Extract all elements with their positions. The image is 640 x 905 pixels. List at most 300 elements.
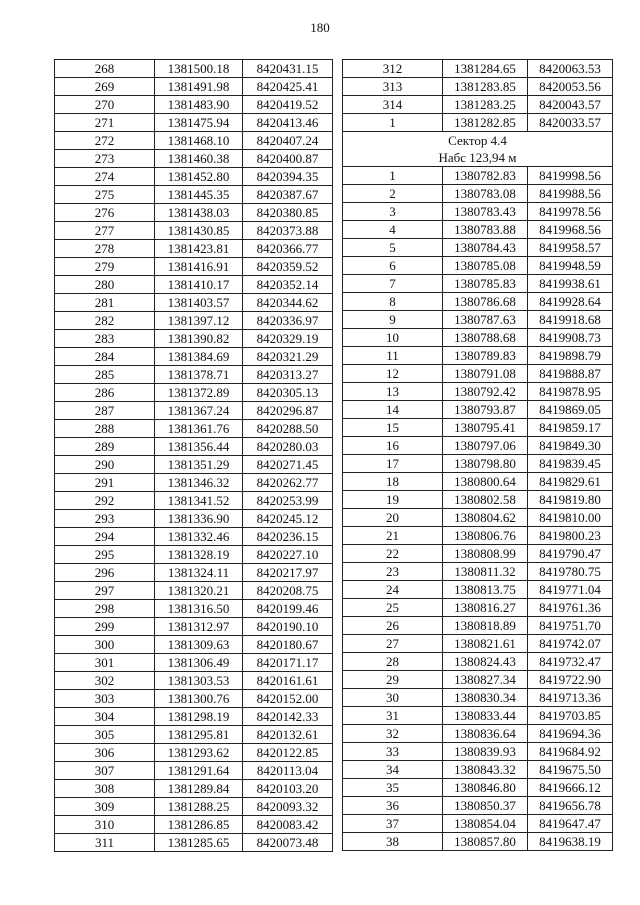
x-coordinate-cell: 1381293.62	[155, 744, 243, 762]
x-coordinate-cell: 1381298.19	[155, 708, 243, 726]
table-row	[343, 815, 613, 833]
y-coordinate-cell: 8420431.15	[243, 60, 333, 78]
table-row	[55, 546, 333, 564]
point-number-cell: 311	[55, 834, 155, 852]
x-coordinate-cell: 1380782.83	[443, 167, 528, 185]
y-coordinate-cell: 8420180.67	[243, 636, 333, 654]
table-row	[343, 221, 613, 239]
point-number-cell: 309	[55, 798, 155, 816]
point-number-cell: 6	[343, 257, 443, 275]
y-coordinate-cell: 8419742.07	[528, 635, 613, 653]
x-coordinate-cell: 1380804.62	[443, 509, 528, 527]
point-number-cell: 286	[55, 384, 155, 402]
point-number-cell: 279	[55, 258, 155, 276]
x-coordinate-cell: 1380791.08	[443, 365, 528, 383]
x-coordinate-cell: 1380846.80	[443, 779, 528, 797]
table-row	[343, 545, 613, 563]
point-number-cell: 284	[55, 348, 155, 366]
point-number-cell: 24	[343, 581, 443, 599]
x-coordinate-cell: 1380833.44	[443, 707, 528, 725]
y-coordinate-cell: 8420313.27	[243, 366, 333, 384]
table-row	[55, 60, 333, 78]
table-row	[343, 275, 613, 293]
table-row	[343, 689, 613, 707]
y-coordinate-cell: 8419647.47	[528, 815, 613, 833]
table-row	[55, 186, 333, 204]
point-number-cell: 291	[55, 474, 155, 492]
y-coordinate-cell: 8420262.77	[243, 474, 333, 492]
x-coordinate-cell: 1381295.81	[155, 726, 243, 744]
point-number-cell: 270	[55, 96, 155, 114]
x-coordinate-cell: 1381312.97	[155, 618, 243, 636]
x-coordinate-cell: 1381430.85	[155, 222, 243, 240]
y-coordinate-cell: 8420171.17	[243, 654, 333, 672]
y-coordinate-cell: 8419938.61	[528, 275, 613, 293]
x-coordinate-cell: 1381309.63	[155, 636, 243, 654]
table-row	[343, 78, 613, 96]
table-row	[55, 690, 333, 708]
table-row	[343, 833, 613, 851]
sector-subtitle-row	[343, 149, 613, 167]
table-row	[55, 438, 333, 456]
y-coordinate-cell: 8420380.85	[243, 204, 333, 222]
y-coordinate-cell: 8420073.48	[243, 834, 333, 852]
point-number-cell: 33	[343, 743, 443, 761]
x-coordinate-cell: 1381416.91	[155, 258, 243, 276]
y-coordinate-cell: 8419918.68	[528, 311, 613, 329]
coordinates-table-left	[54, 59, 333, 852]
point-number-cell: 11	[343, 347, 443, 365]
table-row	[343, 437, 613, 455]
y-coordinate-cell: 8419675.50	[528, 761, 613, 779]
x-coordinate-cell: 1381351.29	[155, 456, 243, 474]
point-number-cell: 27	[343, 635, 443, 653]
table-row	[55, 78, 333, 96]
point-number-cell: 13	[343, 383, 443, 401]
table-row	[343, 96, 613, 114]
x-coordinate-cell: 1381282.85	[443, 114, 528, 132]
y-coordinate-cell: 8419810.00	[528, 509, 613, 527]
point-number-cell: 310	[55, 816, 155, 834]
y-coordinate-cell: 8419732.47	[528, 653, 613, 671]
y-coordinate-cell: 8420093.32	[243, 798, 333, 816]
table-row	[343, 401, 613, 419]
table-row	[55, 222, 333, 240]
y-coordinate-cell: 8419780.75	[528, 563, 613, 581]
point-number-cell: 306	[55, 744, 155, 762]
point-number-cell: 304	[55, 708, 155, 726]
point-number-cell: 274	[55, 168, 155, 186]
x-coordinate-cell: 1380785.08	[443, 257, 528, 275]
point-number-cell: 273	[55, 150, 155, 168]
x-coordinate-cell: 1381468.10	[155, 132, 243, 150]
y-coordinate-cell: 8420236.15	[243, 528, 333, 546]
x-coordinate-cell: 1380811.32	[443, 563, 528, 581]
x-coordinate-cell: 1380787.63	[443, 311, 528, 329]
x-coordinate-cell: 1381483.90	[155, 96, 243, 114]
point-number-cell: 34	[343, 761, 443, 779]
y-coordinate-cell: 8420425.41	[243, 78, 333, 96]
y-coordinate-cell: 8419684.92	[528, 743, 613, 761]
table-row	[55, 402, 333, 420]
point-number-cell: 23	[343, 563, 443, 581]
point-number-cell: 300	[55, 636, 155, 654]
table-row	[55, 366, 333, 384]
table-row	[55, 780, 333, 798]
x-coordinate-cell: 1380816.27	[443, 599, 528, 617]
point-number-cell: 283	[55, 330, 155, 348]
point-number-cell: 8	[343, 293, 443, 311]
y-coordinate-cell: 8420352.14	[243, 276, 333, 294]
point-number-cell: 314	[343, 96, 443, 114]
point-number-cell: 278	[55, 240, 155, 258]
x-coordinate-cell: 1380795.41	[443, 419, 528, 437]
point-number-cell: 12	[343, 365, 443, 383]
point-number-cell: 7	[343, 275, 443, 293]
y-coordinate-cell: 8420373.88	[243, 222, 333, 240]
table-row	[55, 384, 333, 402]
x-coordinate-cell: 1381341.52	[155, 492, 243, 510]
table-row	[55, 762, 333, 780]
y-coordinate-cell: 8419878.95	[528, 383, 613, 401]
point-number-cell: 18	[343, 473, 443, 491]
y-coordinate-cell: 8420344.62	[243, 294, 333, 312]
x-coordinate-cell: 1381285.65	[155, 834, 243, 852]
y-coordinate-cell: 8420288.50	[243, 420, 333, 438]
point-number-cell: 285	[55, 366, 155, 384]
x-coordinate-cell: 1380836.64	[443, 725, 528, 743]
y-coordinate-cell: 8420245.12	[243, 510, 333, 528]
table-row	[55, 492, 333, 510]
point-number-cell: 281	[55, 294, 155, 312]
sector-title: Сектор 4.4	[343, 132, 613, 150]
point-number-cell: 294	[55, 528, 155, 546]
table-row	[55, 618, 333, 636]
y-coordinate-cell: 8419948.59	[528, 257, 613, 275]
point-number-cell: 17	[343, 455, 443, 473]
x-coordinate-cell: 1381460.38	[155, 150, 243, 168]
x-coordinate-cell: 1381283.25	[443, 96, 528, 114]
x-coordinate-cell: 1381288.25	[155, 798, 243, 816]
table-row	[55, 564, 333, 582]
sector-title-row	[343, 132, 613, 150]
x-coordinate-cell: 1381367.24	[155, 402, 243, 420]
table-row	[55, 636, 333, 654]
x-coordinate-cell: 1380789.83	[443, 347, 528, 365]
y-coordinate-cell: 8420413.46	[243, 114, 333, 132]
point-number-cell: 303	[55, 690, 155, 708]
y-coordinate-cell: 8420271.45	[243, 456, 333, 474]
x-coordinate-cell: 1380818.89	[443, 617, 528, 635]
table-row	[55, 744, 333, 762]
table-row	[343, 239, 613, 257]
x-coordinate-cell: 1381283.85	[443, 78, 528, 96]
point-number-cell: 16	[343, 437, 443, 455]
y-coordinate-cell: 8420329.19	[243, 330, 333, 348]
table-row	[343, 797, 613, 815]
y-coordinate-cell: 8419839.45	[528, 455, 613, 473]
point-number-cell: 280	[55, 276, 155, 294]
y-coordinate-cell: 8420336.97	[243, 312, 333, 330]
x-coordinate-cell: 1381300.76	[155, 690, 243, 708]
x-coordinate-cell: 1380839.93	[443, 743, 528, 761]
x-coordinate-cell: 1381316.50	[155, 600, 243, 618]
table-row	[55, 420, 333, 438]
x-coordinate-cell: 1381336.90	[155, 510, 243, 528]
point-number-cell: 296	[55, 564, 155, 582]
x-coordinate-cell: 1381286.85	[155, 816, 243, 834]
x-coordinate-cell: 1381328.19	[155, 546, 243, 564]
point-number-cell: 298	[55, 600, 155, 618]
table-row	[55, 114, 333, 132]
y-coordinate-cell: 8420122.85	[243, 744, 333, 762]
table-row	[55, 726, 333, 744]
point-number-cell: 271	[55, 114, 155, 132]
y-coordinate-cell: 8419800.23	[528, 527, 613, 545]
table-row	[343, 257, 613, 275]
y-coordinate-cell: 8419722.90	[528, 671, 613, 689]
y-coordinate-cell: 8420190.10	[243, 618, 333, 636]
y-coordinate-cell: 8420305.13	[243, 384, 333, 402]
x-coordinate-cell: 1381332.46	[155, 528, 243, 546]
point-number-cell: 20	[343, 509, 443, 527]
y-coordinate-cell: 8420053.56	[528, 78, 613, 96]
table-row	[343, 365, 613, 383]
table-row	[55, 312, 333, 330]
y-coordinate-cell: 8419638.19	[528, 833, 613, 851]
point-number-cell: 307	[55, 762, 155, 780]
coordinates-table-right	[342, 59, 613, 851]
y-coordinate-cell: 8419751.70	[528, 617, 613, 635]
x-coordinate-cell: 1381320.21	[155, 582, 243, 600]
table-row	[55, 816, 333, 834]
y-coordinate-cell: 8420043.57	[528, 96, 613, 114]
point-number-cell: 4	[343, 221, 443, 239]
point-number-cell: 22	[343, 545, 443, 563]
x-coordinate-cell: 1380806.76	[443, 527, 528, 545]
y-coordinate-cell: 8419869.05	[528, 401, 613, 419]
y-coordinate-cell: 8420394.35	[243, 168, 333, 186]
point-number-cell: 308	[55, 780, 155, 798]
y-coordinate-cell: 8420113.04	[243, 762, 333, 780]
y-coordinate-cell: 8420033.57	[528, 114, 613, 132]
point-number-cell: 36	[343, 797, 443, 815]
table-row	[343, 329, 613, 347]
table-row	[343, 185, 613, 203]
y-coordinate-cell: 8420199.46	[243, 600, 333, 618]
point-number-cell: 272	[55, 132, 155, 150]
point-number-cell: 282	[55, 312, 155, 330]
x-coordinate-cell: 1380783.88	[443, 221, 528, 239]
y-coordinate-cell: 8420217.97	[243, 564, 333, 582]
x-coordinate-cell: 1380784.43	[443, 239, 528, 257]
y-coordinate-cell: 8419998.56	[528, 167, 613, 185]
x-coordinate-cell: 1381500.18	[155, 60, 243, 78]
y-coordinate-cell: 8420296.87	[243, 402, 333, 420]
table-row	[343, 114, 613, 132]
x-coordinate-cell: 1380843.32	[443, 761, 528, 779]
y-coordinate-cell: 8420400.87	[243, 150, 333, 168]
table-row	[55, 456, 333, 474]
x-coordinate-cell: 1380821.61	[443, 635, 528, 653]
y-coordinate-cell: 8420387.67	[243, 186, 333, 204]
table-row	[55, 240, 333, 258]
y-coordinate-cell: 8420419.52	[243, 96, 333, 114]
x-coordinate-cell: 1381289.84	[155, 780, 243, 798]
point-number-cell: 275	[55, 186, 155, 204]
x-coordinate-cell: 1380785.83	[443, 275, 528, 293]
point-number-cell: 5	[343, 239, 443, 257]
x-coordinate-cell: 1381403.57	[155, 294, 243, 312]
table-row	[55, 474, 333, 492]
x-coordinate-cell: 1381372.89	[155, 384, 243, 402]
y-coordinate-cell: 8420132.61	[243, 726, 333, 744]
x-coordinate-cell: 1381475.94	[155, 114, 243, 132]
x-coordinate-cell: 1380797.06	[443, 437, 528, 455]
table-row	[343, 311, 613, 329]
x-coordinate-cell: 1380792.42	[443, 383, 528, 401]
point-number-cell: 31	[343, 707, 443, 725]
x-coordinate-cell: 1381284.65	[443, 60, 528, 78]
table-row	[55, 276, 333, 294]
table-row	[343, 455, 613, 473]
point-number-cell: 277	[55, 222, 155, 240]
x-coordinate-cell: 1380813.75	[443, 581, 528, 599]
x-coordinate-cell: 1380824.43	[443, 653, 528, 671]
y-coordinate-cell: 8420103.20	[243, 780, 333, 798]
table-row	[55, 168, 333, 186]
x-coordinate-cell: 1380788.68	[443, 329, 528, 347]
x-coordinate-cell: 1381306.49	[155, 654, 243, 672]
table-row	[343, 581, 613, 599]
point-number-cell: 290	[55, 456, 155, 474]
y-coordinate-cell: 8419703.85	[528, 707, 613, 725]
point-number-cell: 14	[343, 401, 443, 419]
y-coordinate-cell: 8419771.04	[528, 581, 613, 599]
y-coordinate-cell: 8420359.52	[243, 258, 333, 276]
point-number-cell: 19	[343, 491, 443, 509]
table-row	[343, 761, 613, 779]
x-coordinate-cell: 1380800.64	[443, 473, 528, 491]
point-number-cell: 15	[343, 419, 443, 437]
y-coordinate-cell: 8419978.56	[528, 203, 613, 221]
x-coordinate-cell: 1381410.17	[155, 276, 243, 294]
table-row	[55, 150, 333, 168]
y-coordinate-cell: 8420142.33	[243, 708, 333, 726]
x-coordinate-cell: 1381438.03	[155, 204, 243, 222]
x-coordinate-cell: 1380783.08	[443, 185, 528, 203]
point-number-cell: 26	[343, 617, 443, 635]
point-number-cell: 312	[343, 60, 443, 78]
x-coordinate-cell: 1381324.11	[155, 564, 243, 582]
page-number: 180	[310, 20, 330, 35]
y-coordinate-cell: 8419888.87	[528, 365, 613, 383]
point-number-cell: 1	[343, 167, 443, 185]
table-row	[343, 599, 613, 617]
table-row	[343, 473, 613, 491]
table-row	[343, 60, 613, 78]
table-row	[343, 617, 613, 635]
point-number-cell: 295	[55, 546, 155, 564]
y-coordinate-cell: 8419958.57	[528, 239, 613, 257]
table-row	[55, 204, 333, 222]
table-row	[55, 528, 333, 546]
table-row	[343, 635, 613, 653]
table-row	[55, 672, 333, 690]
point-number-cell: 35	[343, 779, 443, 797]
x-coordinate-cell: 1381361.76	[155, 420, 243, 438]
table-row	[55, 600, 333, 618]
y-coordinate-cell: 8419819.80	[528, 491, 613, 509]
table-row	[343, 527, 613, 545]
table-row	[55, 708, 333, 726]
table-row	[55, 654, 333, 672]
y-coordinate-cell: 8420161.61	[243, 672, 333, 690]
right-table-body	[343, 60, 613, 851]
point-number-cell: 268	[55, 60, 155, 78]
x-coordinate-cell: 1381452.80	[155, 168, 243, 186]
x-coordinate-cell: 1380854.04	[443, 815, 528, 833]
table-row	[343, 725, 613, 743]
table-row	[343, 419, 613, 437]
point-number-cell: 32	[343, 725, 443, 743]
table-row	[55, 294, 333, 312]
y-coordinate-cell: 8420083.42	[243, 816, 333, 834]
y-coordinate-cell: 8419694.36	[528, 725, 613, 743]
y-coordinate-cell: 8420063.53	[528, 60, 613, 78]
x-coordinate-cell: 1381390.82	[155, 330, 243, 348]
y-coordinate-cell: 8419849.30	[528, 437, 613, 455]
x-coordinate-cell: 1380857.80	[443, 833, 528, 851]
x-coordinate-cell: 1380827.34	[443, 671, 528, 689]
y-coordinate-cell: 8419898.79	[528, 347, 613, 365]
table-row	[343, 743, 613, 761]
x-coordinate-cell: 1380798.80	[443, 455, 528, 473]
y-coordinate-cell: 8420366.77	[243, 240, 333, 258]
y-coordinate-cell: 8419761.36	[528, 599, 613, 617]
y-coordinate-cell: 8420321.29	[243, 348, 333, 366]
table-row	[343, 203, 613, 221]
point-number-cell: 302	[55, 672, 155, 690]
point-number-cell: 38	[343, 833, 443, 851]
table-row	[343, 671, 613, 689]
table-row	[343, 491, 613, 509]
table-row	[55, 510, 333, 528]
point-number-cell: 9	[343, 311, 443, 329]
table-row	[343, 293, 613, 311]
point-number-cell: 287	[55, 402, 155, 420]
point-number-cell: 269	[55, 78, 155, 96]
table-row	[55, 798, 333, 816]
point-number-cell: 1	[343, 114, 443, 132]
x-coordinate-cell: 1380830.34	[443, 689, 528, 707]
point-number-cell: 3	[343, 203, 443, 221]
y-coordinate-cell: 8420152.00	[243, 690, 333, 708]
sector-subtitle: Набс 123,94 м	[343, 149, 613, 167]
table-row	[343, 563, 613, 581]
point-number-cell: 288	[55, 420, 155, 438]
y-coordinate-cell: 8419859.17	[528, 419, 613, 437]
table-row	[343, 779, 613, 797]
point-number-cell: 293	[55, 510, 155, 528]
y-coordinate-cell: 8420227.10	[243, 546, 333, 564]
table-row	[55, 834, 333, 852]
point-number-cell: 299	[55, 618, 155, 636]
x-coordinate-cell: 1381291.64	[155, 762, 243, 780]
y-coordinate-cell: 8419666.12	[528, 779, 613, 797]
x-coordinate-cell: 1381303.53	[155, 672, 243, 690]
table-row	[55, 348, 333, 366]
